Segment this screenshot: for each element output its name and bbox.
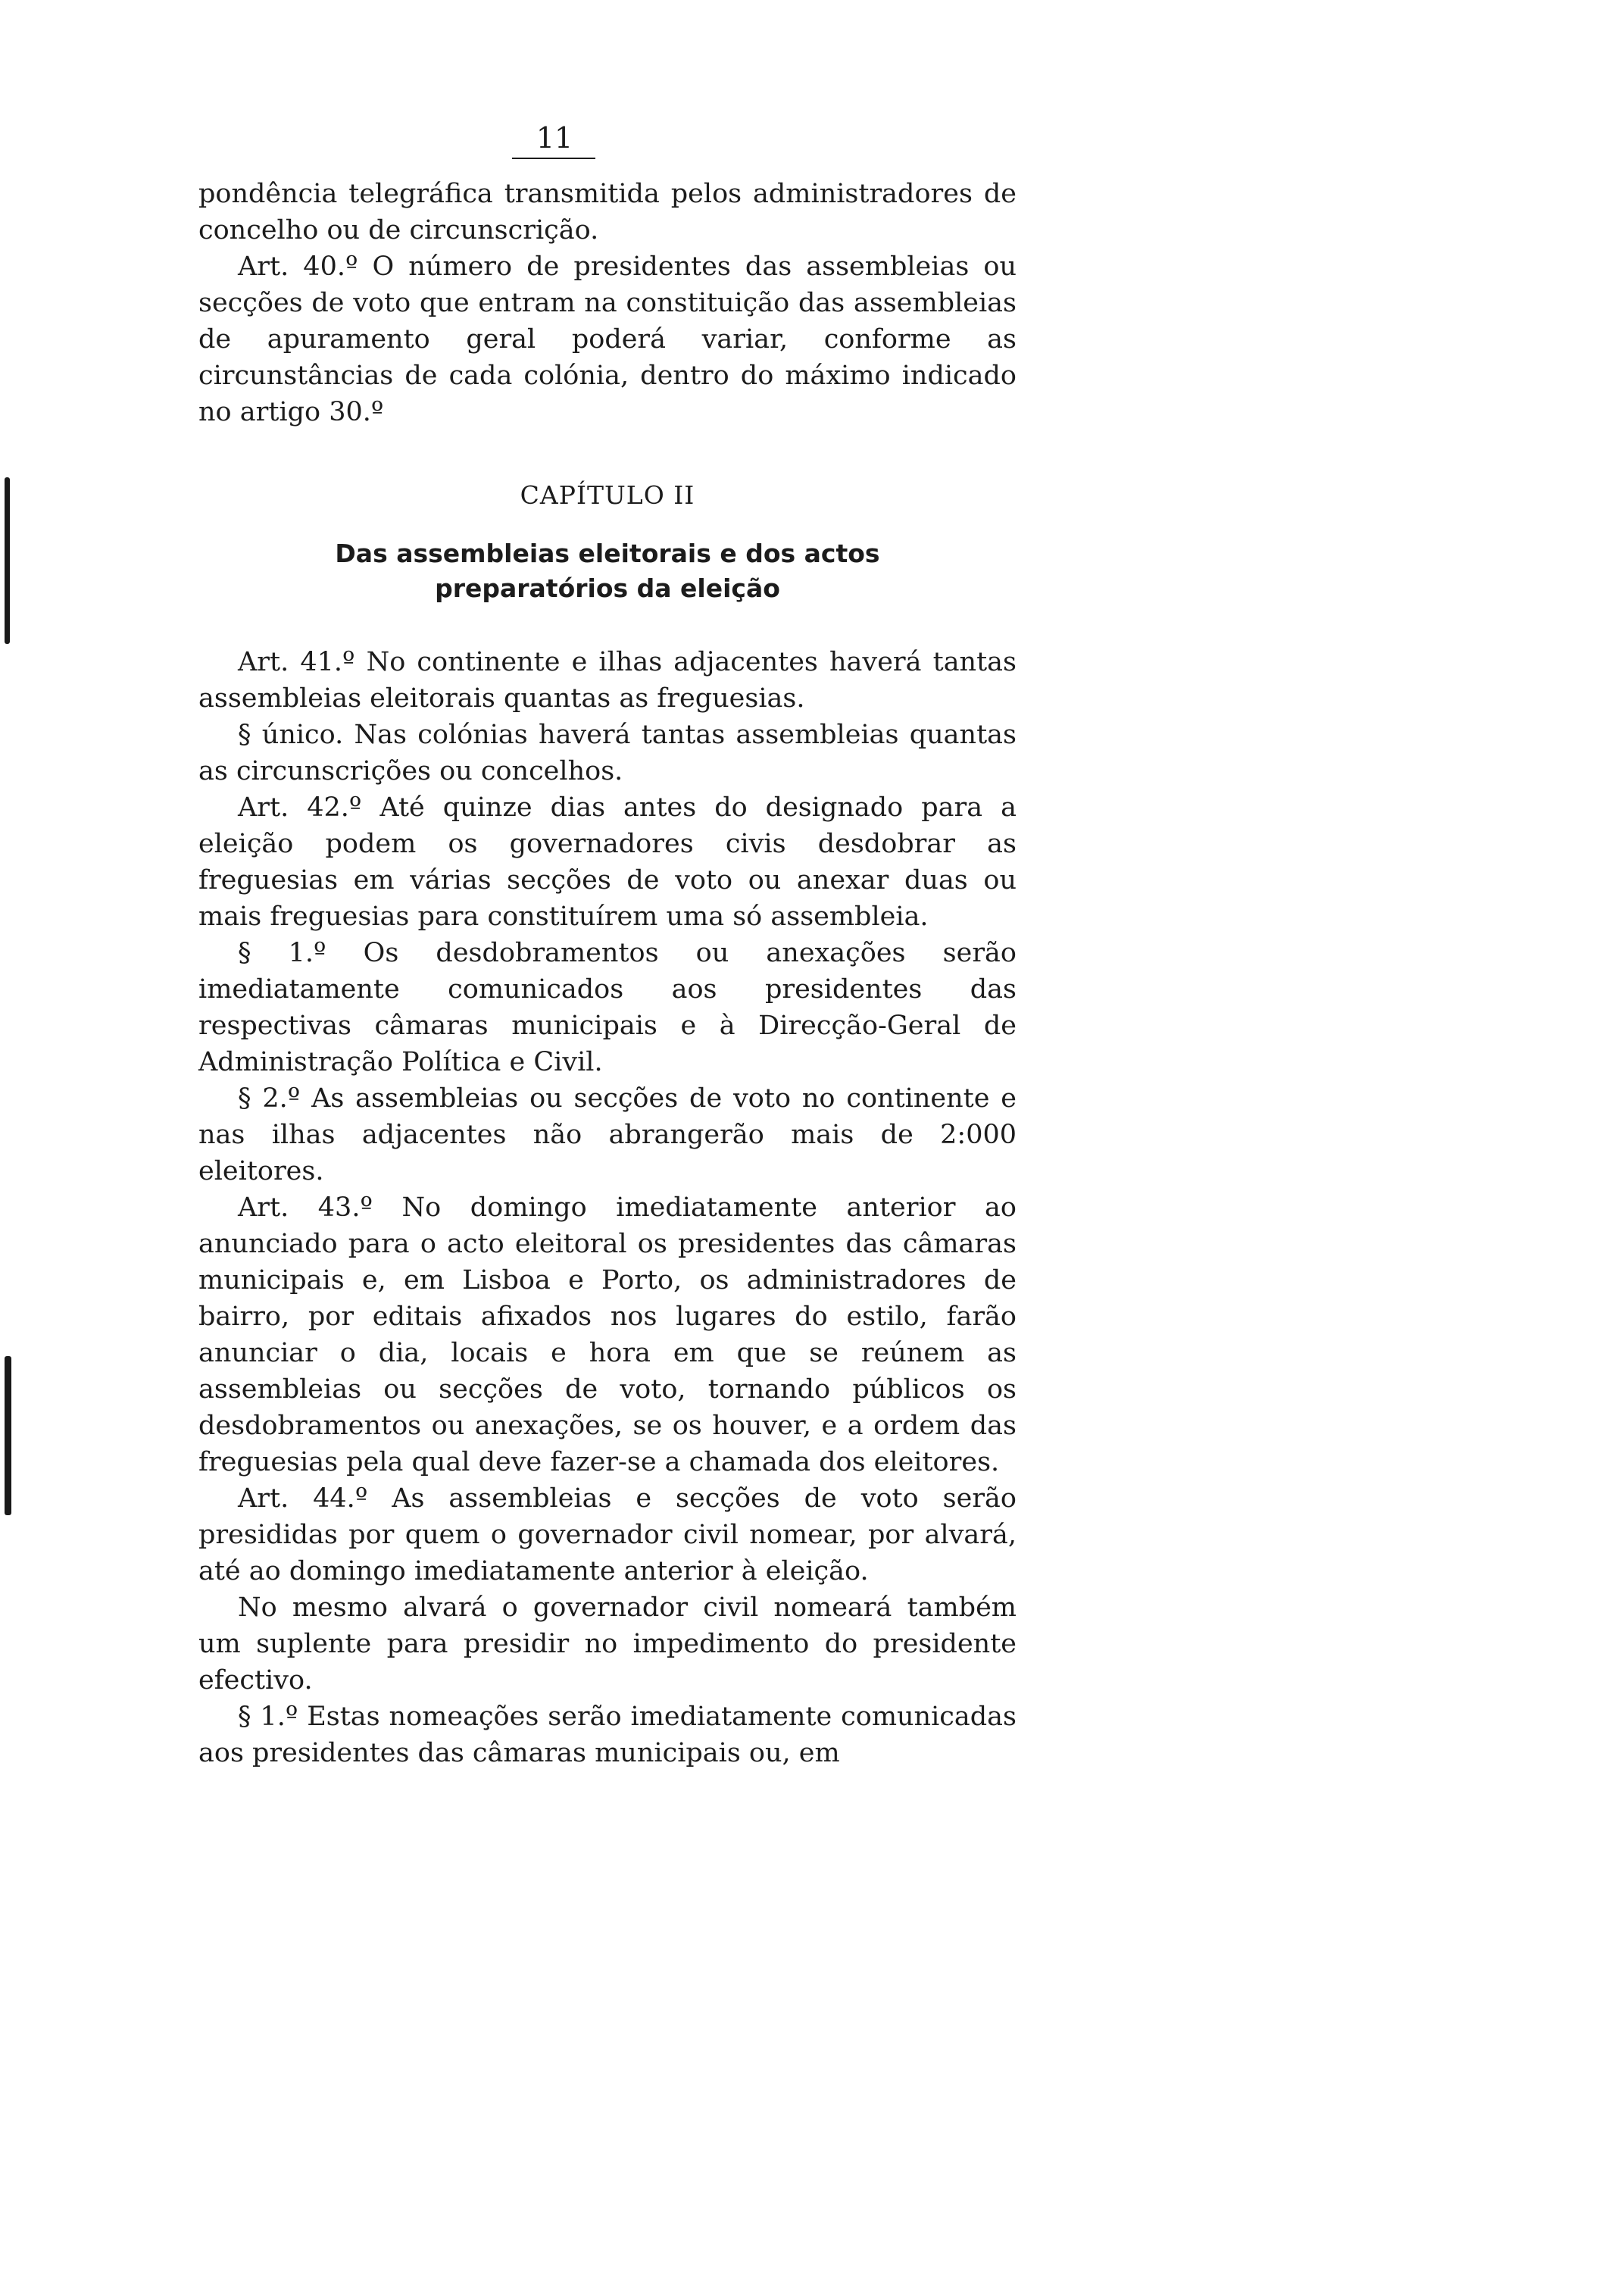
paragraph-art-44: Art. 44.º As assembleias e secções de voto serão presididas por quem o governador civil nomear, por alvará, até ao domingo imediatamente anterior à eleição. xyxy=(198,1483,1017,1586)
chapter-title xyxy=(198,536,1017,606)
chapter-title-line-1: Das assembleias eleitorais e dos actos xyxy=(335,539,880,568)
paragraph-art-40: Art. 40.º O número de presidentes das assembleias ou secções de voto que entram na constituição das assembleias de apuramento geral poderá variar, conforme as circunstâncias de cada colónia, dentro do máximo indicado no artigo 30.º xyxy=(198,252,1017,427)
page-number-rule xyxy=(512,158,595,159)
paragraph-art-42-p1: § 1.º Os desdobramentos ou anexações serão imediatamente comunicados aos presidentes das respectivas câmaras municipais e à Direcção-Geral de Administração Política e Civil. xyxy=(198,938,1017,1077)
paragraph-art-42-p2: § 2.º As assembleias ou secções de voto no continente e nas ilhas adjacentes não abrangerão mais de 2:000 eleitores. xyxy=(198,1083,1017,1186)
scan-edge-mark-bottom xyxy=(5,1356,11,1515)
paragraph-art-44-p1: § 1.º Estas nomeações serão imediatamente comunicadas aos presidentes das câmaras municipais ou, em xyxy=(198,1702,1017,1768)
chapter-heading: CAPÍTULO II xyxy=(520,480,695,510)
paragraph-art-41-unico: § único. Nas colónias haverá tantas assembleias quantas as circunscrições ou concelhos. xyxy=(198,720,1017,786)
chapter-title-line-2: preparatórios da eleição xyxy=(435,574,780,603)
page-number: 11 xyxy=(536,121,573,155)
document-page xyxy=(198,121,1017,1771)
paragraph-art-42: Art. 42.º Até quinze dias antes do designado para a eleição podem os governadores civis desdobrar as freguesias em várias secções de voto ou anexar duas ou mais freguesias para constituírem uma só assembleia. xyxy=(198,792,1017,932)
scan-edge-mark-top xyxy=(5,477,10,644)
paragraph-art-43: Art. 43.º No domingo imediatamente anterior ao anunciado para o acto eleitoral os presidentes das câmaras municipais e, em Lisboa e Porto, os administradores de bairro, por editais afixados nos lugares do estilo, farão anunciar o dia, locais e hora em que se reúnem as assembleias ou secções de voto, tornando públicos os desdobramentos ou anexações, se os houver, e a ordem das freguesias pela qual deve fazer-se a chamada dos eleitores. xyxy=(198,1192,1017,1477)
paragraph-art-41: Art. 41.º No continente e ilhas adjacentes haverá tantas assembleias eleitorais quantas as freguesias. xyxy=(198,647,1017,714)
paragraph-continued: pondência telegráfica transmitida pelos administradores de concelho ou de circunscrição. xyxy=(198,179,1017,245)
paragraph-art-44-suplente: No mesmo alvará o governador civil nomeará também um suplente para presidir no impedimento do presidente efectivo. xyxy=(198,1592,1017,1696)
